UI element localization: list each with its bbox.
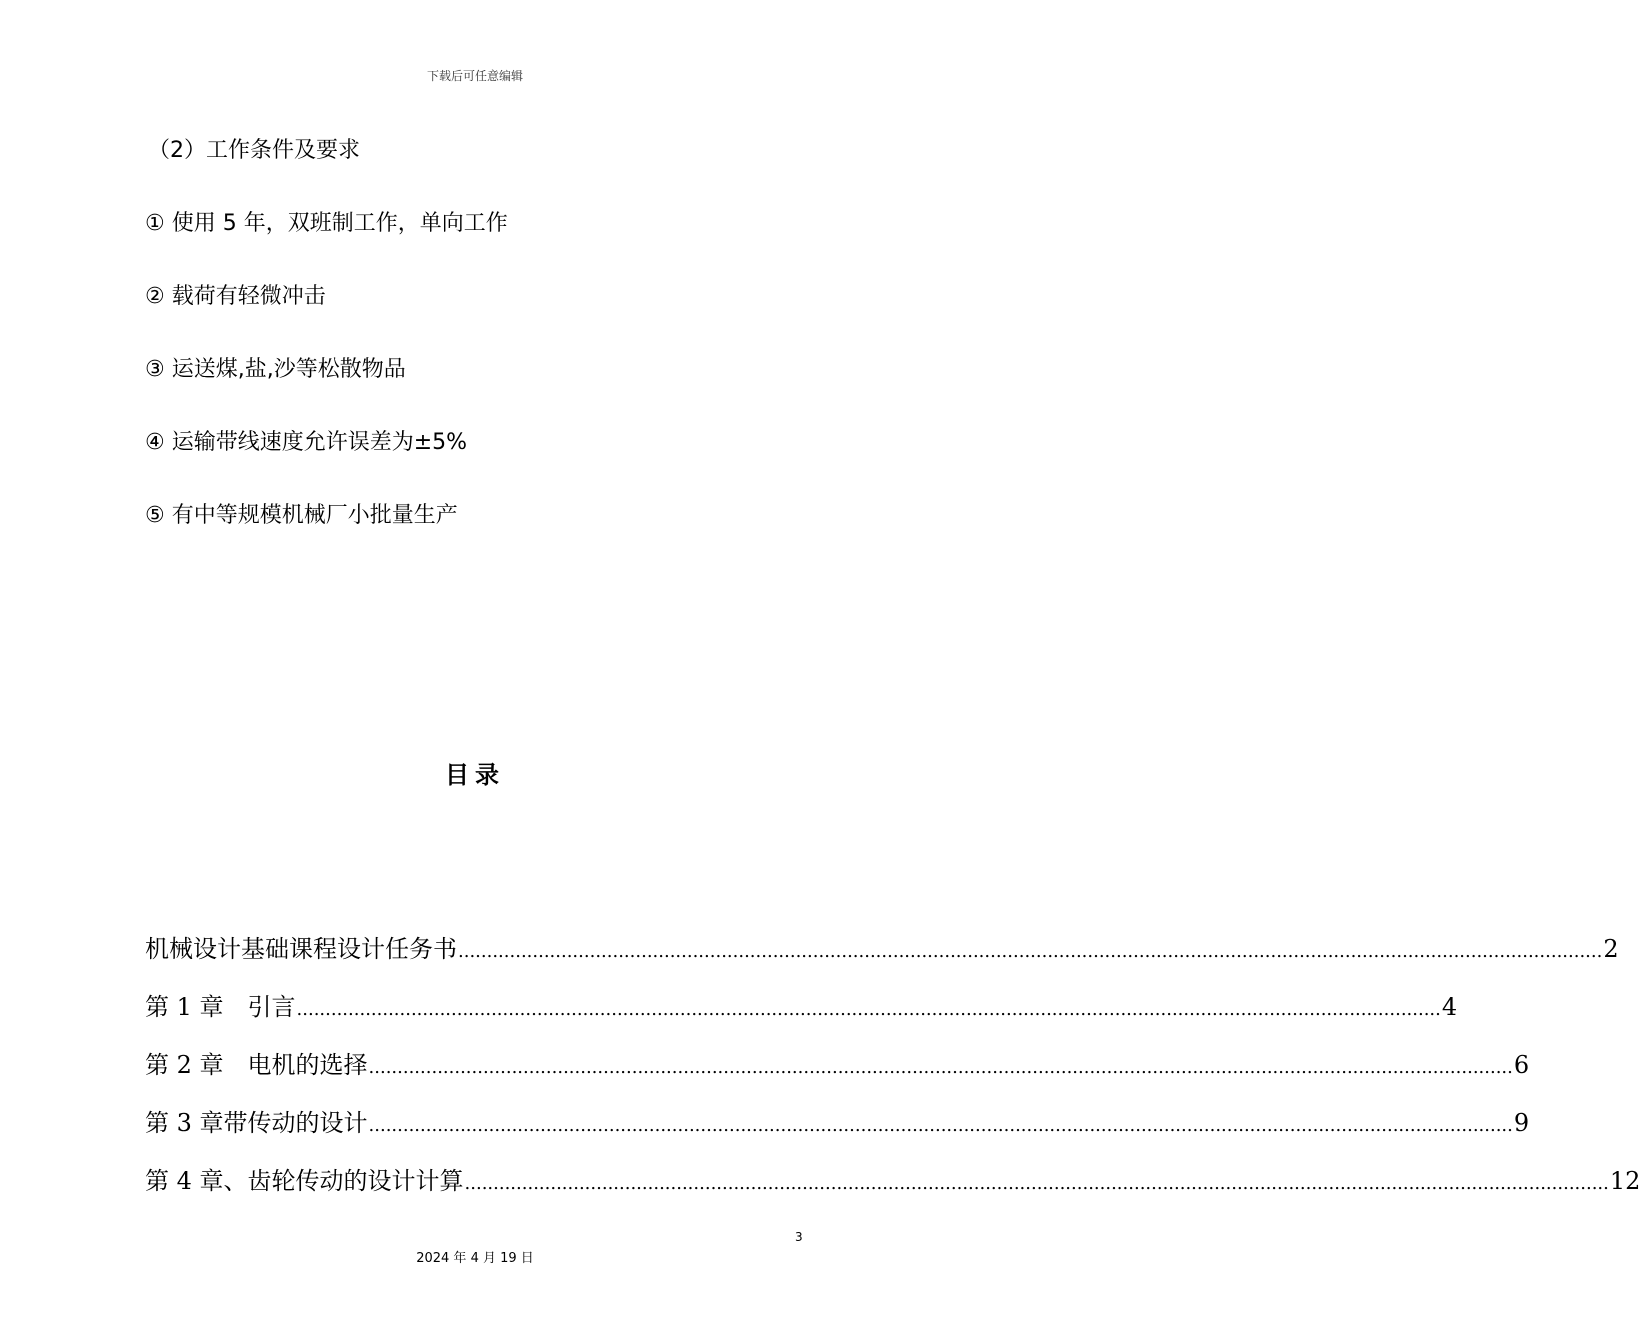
toc-entry[interactable] bbox=[145, 929, 1619, 963]
toc-entry-label: 第 4 章、齿轮传动的设计计算 bbox=[145, 1167, 464, 1195]
condition-item-5: ⑤ 有中等规模机械厂小批量生产 bbox=[145, 503, 458, 528]
toc-entry[interactable] bbox=[145, 1045, 1530, 1079]
page-header: 下载后可任意编辑 bbox=[426, 69, 523, 83]
toc-leader-dots: ........................................................................................................................................................................................................ bbox=[464, 1173, 1609, 1194]
toc-entry-page: 4 bbox=[1441, 993, 1458, 1021]
condition-item-1: ① 使用 5 年，双班制工作，单向工作 bbox=[145, 211, 508, 236]
toc-entry-page: 9 bbox=[1513, 1109, 1530, 1137]
toc-entry-label: 机械设计基础课程设计任务书 bbox=[145, 935, 457, 963]
toc-entry[interactable] bbox=[145, 1103, 1530, 1137]
toc-leader-dots: ........................................................................................................................................................................................................ bbox=[458, 941, 1603, 962]
toc-entry-label: 第 1 章 引言 bbox=[145, 993, 296, 1021]
toc-leader-dots: ........................................................................................................................................................................................................ bbox=[368, 1115, 1513, 1136]
toc-entry[interactable] bbox=[145, 987, 1458, 1021]
toc-entry[interactable] bbox=[145, 1161, 1640, 1195]
toc-entry-page: 6 bbox=[1513, 1051, 1530, 1079]
condition-item-2: ② 载荷有轻微冲击 bbox=[145, 284, 326, 309]
toc-entry-label: 第 2 章 电机的选择 bbox=[145, 1051, 368, 1079]
toc-entry-page: 12 bbox=[1609, 1167, 1640, 1195]
footer-date: 2024 年 4 月 19 日 bbox=[416, 1251, 534, 1266]
conditions-title: （2）工作条件及要求 bbox=[148, 138, 360, 163]
toc-leader-dots: ........................................................................................................................................................................................................ bbox=[368, 1057, 1513, 1078]
toc-entry-label: 第 3 章带传动的设计 bbox=[145, 1109, 368, 1137]
condition-item-3: ③ 运送煤,盐,沙等松散物品 bbox=[145, 357, 406, 382]
page-number: 3 bbox=[795, 1230, 803, 1244]
condition-item-4: ④ 运输带线速度允许误差为±5% bbox=[145, 430, 468, 455]
toc-title: 目录 bbox=[445, 761, 505, 789]
toc-entry-page: 2 bbox=[1603, 935, 1619, 963]
toc-leader-dots: ........................................................................................................................................................................................................ bbox=[296, 999, 1441, 1020]
